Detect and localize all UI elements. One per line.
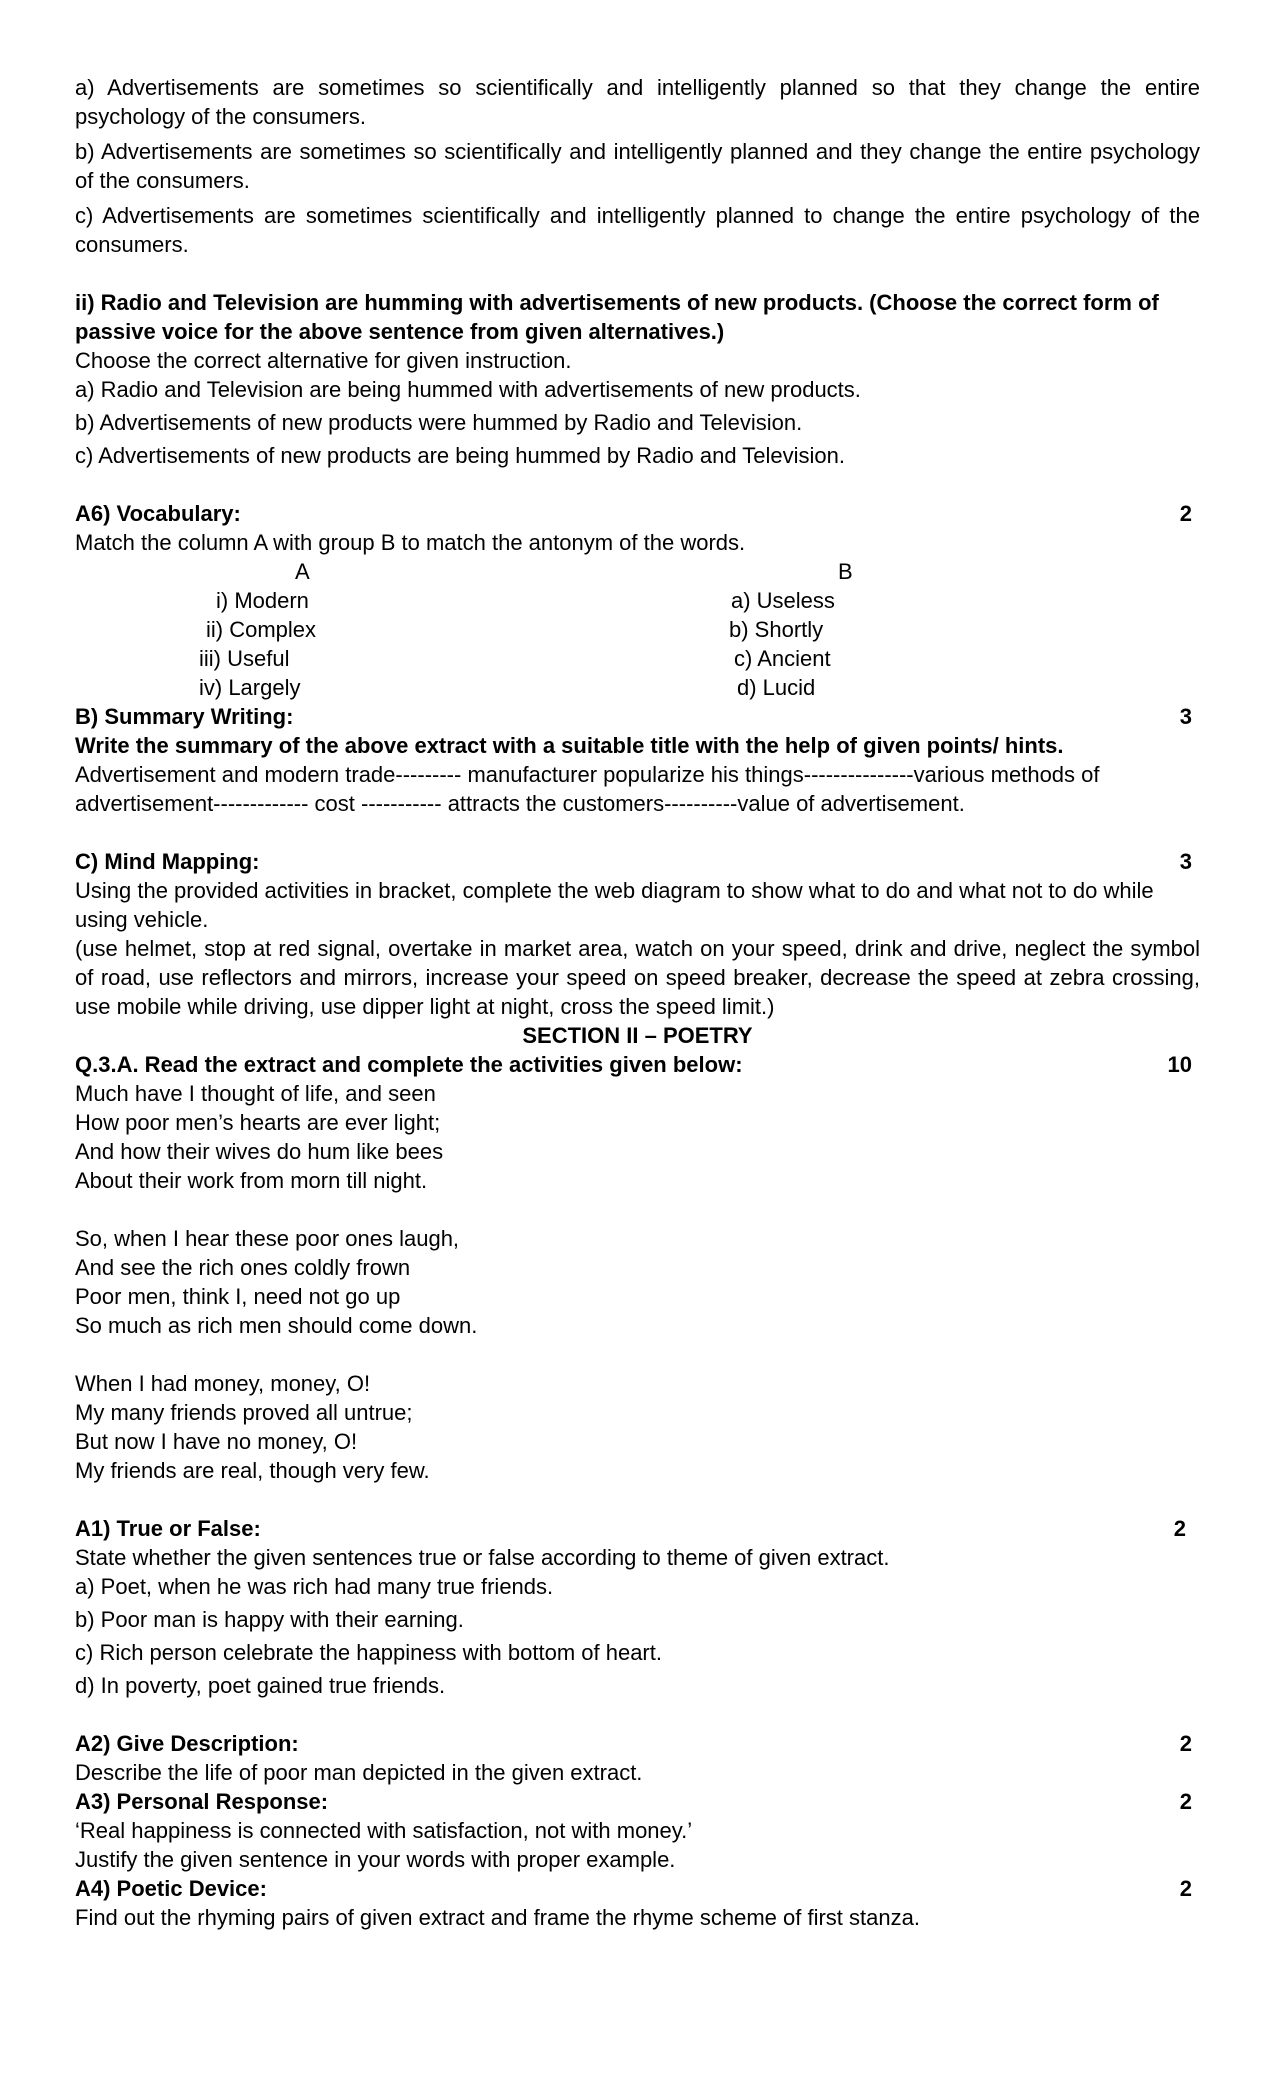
col-b-header: B [838,559,853,584]
poem-stanza [75,1369,1200,1485]
true-false-marks: 2 [1173,1516,1186,1541]
mind-map-instruction: Using the provided activities in bracket, complete the web diagram to show what to do and what not to do while using vehicle. [75,878,1154,932]
poem-line: My many friends proved all untrue; [75,1400,413,1425]
true-false-item: d) In poverty, poet gained true friends. [75,1673,446,1698]
vocab-instruction: Match the column A with group B to match the antonym of the words. [75,530,746,555]
mind-map-marks: 3 [1179,849,1192,874]
summary-instruction: Write the summary of the above extract with a suitable title with the help of given points/ hints. [75,733,1064,758]
section-title: SECTION II – POETRY [522,1023,753,1048]
mind-map-heading [75,847,1200,876]
q3-marks: 10 [1167,1052,1192,1077]
poem-line: How poor men’s hearts are ever light; [75,1110,441,1135]
poem-line: But now I have no money, O! [75,1429,358,1454]
prose-option-a: a) Advertisements are sometimes so scientifically and intelligently planned so that they change the entire psychology of the consumers. [75,75,1200,129]
true-false-item: b) Poor man is happy with their earning. [75,1607,464,1632]
poetic-heading [75,1874,1200,1903]
true-false-item: a) Poet, when he was rich had many true friends. [75,1574,554,1599]
poem-line: And how their wives do hum like bees [75,1139,444,1164]
col-b-item: d) Lucid [737,675,816,700]
vocab-marks: 2 [1179,501,1192,526]
personal-text: Justify the given sentence in your words with proper example. [75,1847,676,1872]
poem-line: And see the rich ones coldly frown [75,1255,411,1280]
description-marks: 2 [1179,1731,1192,1756]
true-false-item: c) Rich person celebrate the happiness with bottom of heart. [75,1640,662,1665]
passive-option-b: b) Advertisements of new products were hummed by Radio and Television. [75,410,803,435]
summary-heading [75,702,1200,731]
passive-option-c: c) Advertisements of new products are being hummed by Radio and Television. [75,443,846,468]
prose-option-b: b) Advertisements are sometimes so scientifically and intelligently planned and they change the entire psychology of the consumers. [75,139,1200,193]
poetic-marks: 2 [1179,1876,1192,1901]
description-title: A2) Give Description: [75,1731,299,1756]
poem-line: So much as rich men should come down. [75,1313,478,1338]
col-b-item: b) Shortly [729,617,824,642]
poem-line: My friends are real, though very few. [75,1458,430,1483]
passive-option-a: a) Radio and Television are being hummed with advertisements of new products. [75,377,861,402]
mind-map-title: C) Mind Mapping: [75,849,260,874]
poem-stanza [75,1224,1200,1340]
true-false-heading [75,1514,1200,1543]
vocab-title: A6) Vocabulary: [75,501,241,526]
col-b-item: c) Ancient [734,646,831,671]
description-heading [75,1729,1200,1758]
mind-map-activities: (use helmet, stop at red signal, overtake in market area, watch on your speed, drink and drive, neglect the symbol of road, use reflectors and mirrors, increase your speed on speed breaker, decrease the speed at zebra crossing, use mobile while driving, use dipper light at night, cross the speed limit.) [75,936,1200,1019]
poem-line: Much have I thought of life, and seen [75,1081,436,1106]
vocab-heading [75,499,1200,528]
personal-quote: ‘Real happiness is connected with satisfaction, not with money.’ [75,1818,693,1843]
poem-line: When I had money, money, O! [75,1371,371,1396]
col-a-item: ii) Complex [206,617,317,642]
personal-title: A3) Personal Response: [75,1789,329,1814]
passive-instruction: Choose the correct alternative for given instruction. [75,348,572,373]
summary-title: B) Summary Writing: [75,704,294,729]
true-false-instruction: State whether the given sentences true or false according to theme of given extract. [75,1545,890,1570]
personal-marks: 2 [1179,1789,1192,1814]
description-text: Describe the life of poor man depicted in the given extract. [75,1760,643,1785]
passive-question: ii) Radio and Television are humming with advertisements of new products. (Choose the correct form of passive voice for the above sentence from given alternatives.) [75,290,1159,344]
col-b-item: a) Useless [731,588,835,613]
poem-line: So, when I hear these poor ones laugh, [75,1226,460,1251]
personal-heading [75,1787,1200,1816]
true-false-title: A1) True or False: [75,1516,261,1541]
col-a-item: i) Modern [216,588,309,613]
poem-line: About their work from morn till night. [75,1168,428,1193]
question-paper-page [75,73,1200,1932]
summary-marks: 3 [1179,704,1192,729]
q3-heading [75,1050,1200,1079]
col-a-item: iv) Largely [199,675,301,700]
summary-hints: Advertisement and modern trade--------- manufacturer popularize his things---------------various methods of advertisement------------- cost ----------- attracts the customers----------value of advertisement. [75,762,1100,816]
q3-title: Q.3.A. Read the extract and complete the activities given below: [75,1052,743,1077]
poem-stanza [75,1079,1200,1195]
col-a-item: iii) Useful [199,646,290,671]
poem-line: Poor men, think I, need not go up [75,1284,401,1309]
prose-option-c: c) Advertisements are sometimes scientifically and intelligently planned to change the entire psychology of the consumers. [75,203,1200,257]
poetic-title: A4) Poetic Device: [75,1876,267,1901]
poetic-text: Find out the rhyming pairs of given extract and frame the rhyme scheme of first stanza. [75,1905,920,1930]
col-a-header: A [295,559,310,584]
vocab-match-table [75,557,1200,702]
